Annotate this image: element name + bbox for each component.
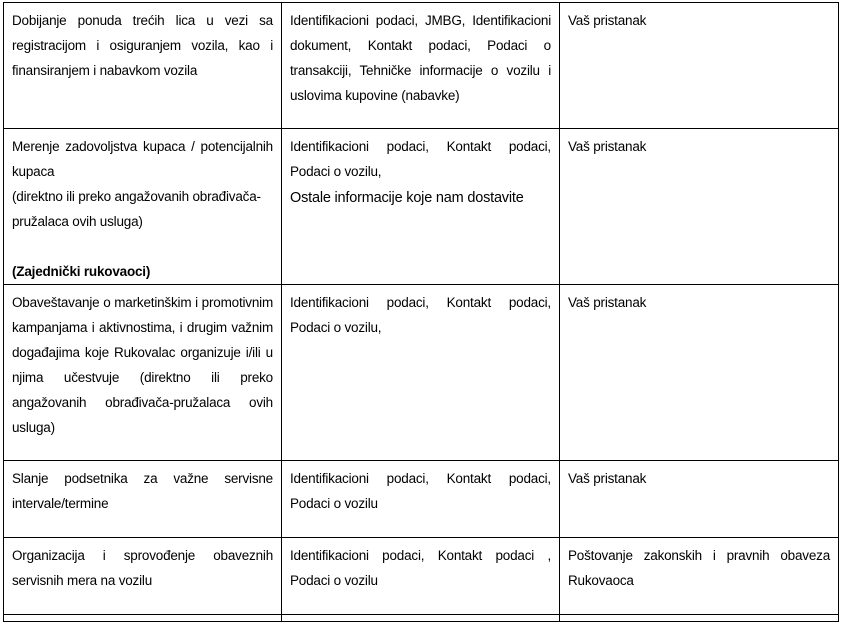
table-row [4, 285, 839, 461]
table-row [4, 3, 839, 129]
purpose-text: Merenje zadovoljstva kupaca / potencijalnih kupaca [12, 139, 273, 179]
data-categories-text: Identifikacioni podaci, Kontakt podaci, Podaci o vozilu, [290, 139, 551, 179]
empty-cell [282, 615, 560, 622]
purpose-cell [4, 538, 282, 615]
legal-basis-text: Poštovanje zakonskih i pravnih obaveza Rukovaoca [568, 548, 830, 588]
joint-controllers-label: (Zajednički rukovaoci) [12, 264, 151, 279]
purpose-cell [4, 461, 282, 538]
blank-line [12, 234, 273, 259]
table-row [4, 461, 839, 538]
legal-basis-cell [560, 285, 839, 461]
legal-basis-text: Vaš pristanak [568, 295, 647, 310]
legal-basis-text: Vaš pristanak [568, 471, 647, 486]
purpose-cell [4, 3, 282, 129]
data-categories-cell [282, 3, 560, 129]
data-categories-extra: Ostale informacije koje nam dostavite [290, 190, 524, 206]
purpose-note: (direktno ili preko angažovanih obrađivača-pružalaca ovih usluga) [12, 189, 261, 229]
data-categories-cell [282, 538, 560, 615]
data-categories-cell [282, 285, 560, 461]
data-categories-text: Identifikacioni podaci, Kontakt podaci , Podaci o vozilu [290, 548, 551, 588]
table-row [4, 129, 839, 285]
legal-basis-cell [560, 538, 839, 615]
data-processing-table [3, 2, 839, 622]
legal-basis-text: Vaš pristanak [568, 139, 647, 154]
data-categories-text: Identifikacioni podaci, Kontakt podaci, Podaci o vozilu, [290, 295, 551, 335]
purpose-cell [4, 285, 282, 461]
legal-basis-cell [560, 3, 839, 129]
legal-basis-text: Vaš pristanak [568, 13, 647, 28]
data-categories-cell [282, 461, 560, 538]
purpose-text: Obaveštavanje o marketinškim i promotivnim kampanjama i aktivnostima, i drugim važnim događajima koje Rukovalac organizuje i/ili u njima učestvuje (direktno ili preko angažovanih obrađivača-pružalaca ovih usluga) [12, 295, 273, 435]
purpose-text: Dobijanje ponuda trećih lica u vezi sa registracijom i osiguranjem vozila, kao i finansiranjem i nabavkom vozila [12, 13, 273, 78]
legal-basis-cell [560, 461, 839, 538]
data-categories-text: Identifikacioni podaci, JMBG, Identifikacioni dokument, Kontakt podaci, Podaci o transakciji, Tehničke informacije o vozilu i uslovima kupovine (nabavke) [290, 13, 551, 103]
data-categories-cell [282, 129, 560, 285]
purpose-cell [4, 129, 282, 285]
empty-cell [4, 615, 282, 622]
legal-basis-cell [560, 129, 839, 285]
purpose-text: Organizacija i sprovođenje obaveznih servisnih mera na vozilu [12, 548, 273, 588]
table-row [4, 538, 839, 615]
data-categories-text: Identifikacioni podaci, Kontakt podaci, Podaci o vozilu [290, 471, 551, 511]
table-row-partial [4, 615, 839, 622]
purpose-text: Slanje podsetnika za važne servisne intervale/termine [12, 471, 273, 511]
empty-cell [560, 615, 839, 622]
